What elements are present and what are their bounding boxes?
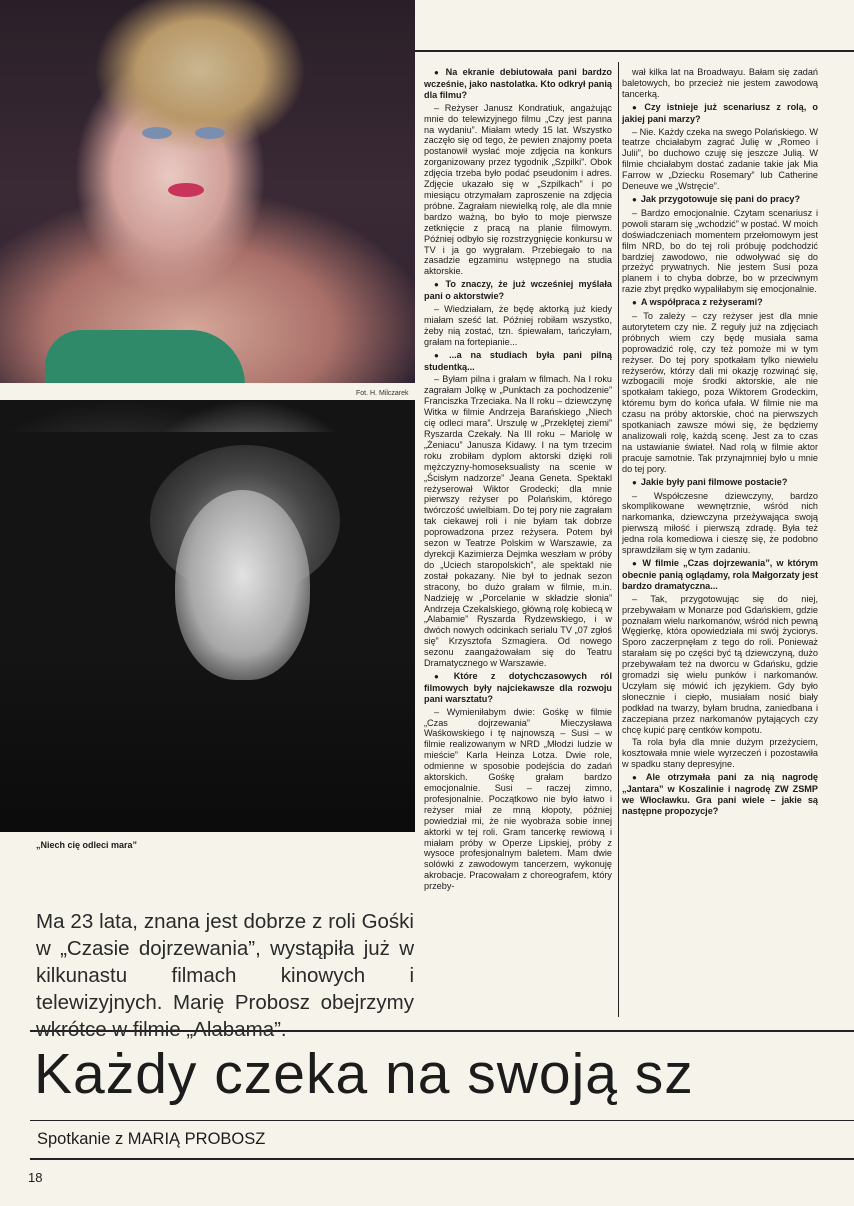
interview-question: ● Jakie były pani filmowe postacie? [622,477,818,489]
interview-answer: – Wymieniłabym dwie: Gośkę w filmie „Czas dojrzewania” Mieczysława Waśkowskiego i tę najnowszą – Susi – w filmie realizowanym w NRD „Młodzi ludzie w mieście” Karla Heinza Lotza. Dwie role, odmienne w sposobie podejścia do zadań aktorskich. Gośkę grałam bardzo emocjonalnie. Susi – raczej zimno, profesjonalnie. Początkowo nie było łatwo i reżyser miał ze mną kłopoty, później powiedział mi, że nie wyobraża sobie innej aktorki w tej roli. Gram tancerkę rewiową i miałam próby w Operze Lipskiej, próby z wysoce profesjonalnym baletem. Mam dwie solówki z zawodowym tancerzem, wykonuję akrobacje. Pracowałam z choreografem, który przeby- [424,706,612,892]
interview-question: ● ...a na studiach była pani pilną studentką... [424,350,612,373]
photo-caption: „Niech cię odleci mara” [36,840,138,850]
interview-answer: – Współczesne dziewczyny, bardzo skomplikowane wewnętrznie, wśród nich narkomanka, dziewczyna przeżywająca swoją pierwszą miłość i pierwszą zdradę. Była też jedna rola komediowa i cieszę się, że podobno sprawdziłam się w tym zadaniu. [622,490,818,556]
interview-answer: – Reżyser Janusz Kondratiuk, angażując mnie do telewizyjnego filmu „Czy jest panna na wydaniu”. Miałam wtedy 15 lat. Wszystko zaczęło się od tego, że pewien znajomy poeta postanowił wysłać moje zdjęcia na konkurs zorganizowany przez tygodnik „Szpilki”. Obok zdjęcia trzeba było podać pseudonim i adres. Zdjęcie ukazało się w „Szpilkach” i po miesiącu otrzymałam zaproszenie na zdjęcia próbne. Zagrałam niewielką rolę, ale dla mnie bardzo ważną, bo było to moje pierwsze zetknięcie z pracą na planie filmowym. Później odbyło się rozstrzygnięcie konkursu w TV i ja go wygrałam. Przebiegało to na zasadzie egzaminu wstępnego na studia aktorskie. [424,102,612,277]
top-rule [415,50,854,52]
interview-question: ● W filmie „Czas dojrzewania”, w którym obecnie panią oglądamy, rola Małgorzaty jest bardzo dramatyczna... [622,558,818,592]
lips-shape [168,183,204,197]
interview-answer: – Wiedziałam, że będę aktorką już kiedy miałam sześć lat. Później robiłam wszystko, żeby nią zostać, tzn. śpiewałam, tańczyłam, grałam na fortepianie... [424,304,612,347]
interview-answer: – Byłam pilna i grałam w filmach. Na I roku zagrałam Jolkę w „Punktach za pochodzenie” Franciszka Trzeciaka. Na II roku – dziewczynę Witka w filmie Andrzeja Barańskiego „Niech cię odleci mara”. Urszulę w „Przeklętej ziemi” Ryszarda Czekały. Na III roku – Mariolę w „Żeniacu” Janusza Kidawy. I na tym trzecim roku zrobiłam dyplom aktorski dzięki roli mężczyzny-homoseksualisty na scenie w „Ścisłym nadzorze” Jeana Geneta. Spektakl reżyserował Wiktor Grodecki; dla mnie pierwszy reżyser po Polańskim, którego twórczość uwielbiam. Do tej pory nie zagrałam tak ciekawej roli i nie byłam tak dobrze poprowadzona przez reżysera. Potem był sezon w Teatrze Polskim w Warszawie, za dyrekcji Kazimierza Dejmka weszłam w próby do „Uciech staropolskich”, ale spektakl nie został pokazany. Nie był to jednak sezon stracony, bo dużo grałam w filmie, m.in. Nadzieję w „Porcelanie w składzie słonia” Andrzeja Czekalskiego, główną rolę kobiecą w „Alabamie” Ryszarda Rydzewskiego, i w dwóch nowych odcinkach serialu TV „07 zgłoś się” Krzysztofa Szmagiera. Od nowego sezonu zaangażowałam się do Teatru Dramatycznego w Warszawie. [424,374,612,669]
interview-answer: wał kilka lat na Broadwayu. Bałam się zadań baletowych, bo przecież nie jestem zawodową tancerką. [622,67,818,99]
interview-column-1 [424,67,612,894]
interview-answer: – To zależy – czy reżyser jest dla mnie autorytetem czy nie. Z reguły już na zdjęciach próbnych wiem czy będę musiała sama poprowadzić rolę, czy też pomoże mi w tym reżyser. Do tej pory spotkałam tylko niewielu reżyserów, którzy dali mi okazję rozwinąć się, wzbogacili moje środki aktorskie, ale nie spotkałam takiego, poza Wiktorem Grodeckim, któremu bym do końca ufała. W filmie nie ma czasu na próby aktorskie, choć na pierwszych spotkaniach zawsze mówi się, że będziemy analizowali rolę, każdą scenę. Jest za to czas na ustawianie świateł. Nad rolą w filmie aktor pracuje samotnie. Tak przynajmniej było u mnie do tej pory. [622,311,818,474]
page-number: 18 [28,1170,43,1185]
shadow-overlay [0,650,415,832]
headline-bottom-rule [30,1120,854,1121]
interview-question: ● Na ekranie debiutowała pani bardzo wcześnie, jako nastolatka. Kto odkrył panią dla filmu? [424,67,612,101]
interview-question: ● Czy istnieje już scenariusz z rolą, o jakiej pani marzy? [622,102,818,125]
eye-shape [142,127,172,139]
interview-question: ● A współpraca z reżyserami? [622,297,818,309]
interview-question: ● Ale otrzymała pani za nią nagrodę „Jantara” w Koszalinie i nagrodę ZW ZSMP we Włocławku. Gra pani wiele – jakie są następne propozycje? [622,772,818,817]
column-divider [618,62,619,1017]
interview-column-2 [622,67,818,819]
photo-credit: Fot. H. Milczarek [356,390,409,397]
interview-answer: – Tak, przygotowując się do niej, przebywałam w Monarze pod Gdańskiem, gdzie poznałam wielu narkomanów, wśród nich pewną Węgierkę, która opowiedziała mi swój życiorys. Sporo zaczerpnęłam z tego do roli. Ponieważ starałam się po części być tą dziewczyną, dużo przebywałam też na dworcu w Gdańsku, gdzie gromadzi się wielu punków i narkomanów. Uczyłam się mówić ich językiem. Gdy było słonecznie i ciepło, musiałam nosić biały podkład na twarzy, byłam brudna, zaniedbana i zaczepiana przez narkomanów pytających czy chcę kupić parę centków kompotu. [622,593,818,735]
photo-portrait-bottom [0,400,415,832]
photo-portrait-top [0,0,415,383]
lead-paragraph: Ma 23 lata, znana jest dobrze z roli Gośki w „Czasie dojrzewania”, wystąpiła już w kilkunastu filmach kinowych i telewizyjnych. Marię Probosz obejrzymy wkrótce w filmie „Alabama”. [36,910,414,1041]
subtitle-rule [30,1158,854,1160]
headline: Każdy czeka na swoją sz [34,1042,694,1106]
interview-answer: Ta rola była dla mnie dużym przeżyciem, kosztowała mnie wiele wyrzeczeń i pozostawiła w spadku stany depresyjne. [622,737,818,770]
subtitle: Spotkanie z MARIĄ PROBOSZ [37,1130,266,1148]
interview-question: ● To znaczy, że już wcześniej myślała pani o aktorstwie? [424,279,612,302]
interview-question: ● Które z dotychczasowych ról filmowych były najciekawsze dla rozwoju pani warsztatu? [424,671,612,705]
interview-question: ● Jak przygotowuje się pani do pracy? [622,194,818,206]
interview-answer: – Nie. Każdy czeka na swego Polańskiego. W teatrze chciałabym zagrać Julię w „Romeo i Julii”, bo duchowo czuję się jeszcze Julią. W filmie chciałabym dostać zadanie takie jak Mia Farrow w „Dziecku Rosemary” lub Catherine Deneuve we „Wstręcie”. [622,126,818,192]
dress-shape [45,330,245,383]
eye-shape [195,127,225,139]
interview-answer: – Bardzo emocjonalnie. Czytam scenariusz i powoli staram się „wchodzić” w postać. W moich doświadczeniach momentem przełomowym jest film NRD, bo do tej roli próbuję podchodzić bardziej zawodowo, nie odwoływać się do przeżyć prywatnych. Nie jestem Susi poza planem i to chyba dobrze, bo w przeciwnym razie zbyt prędko wypaliłabym się emocjonalnie. [622,207,818,295]
